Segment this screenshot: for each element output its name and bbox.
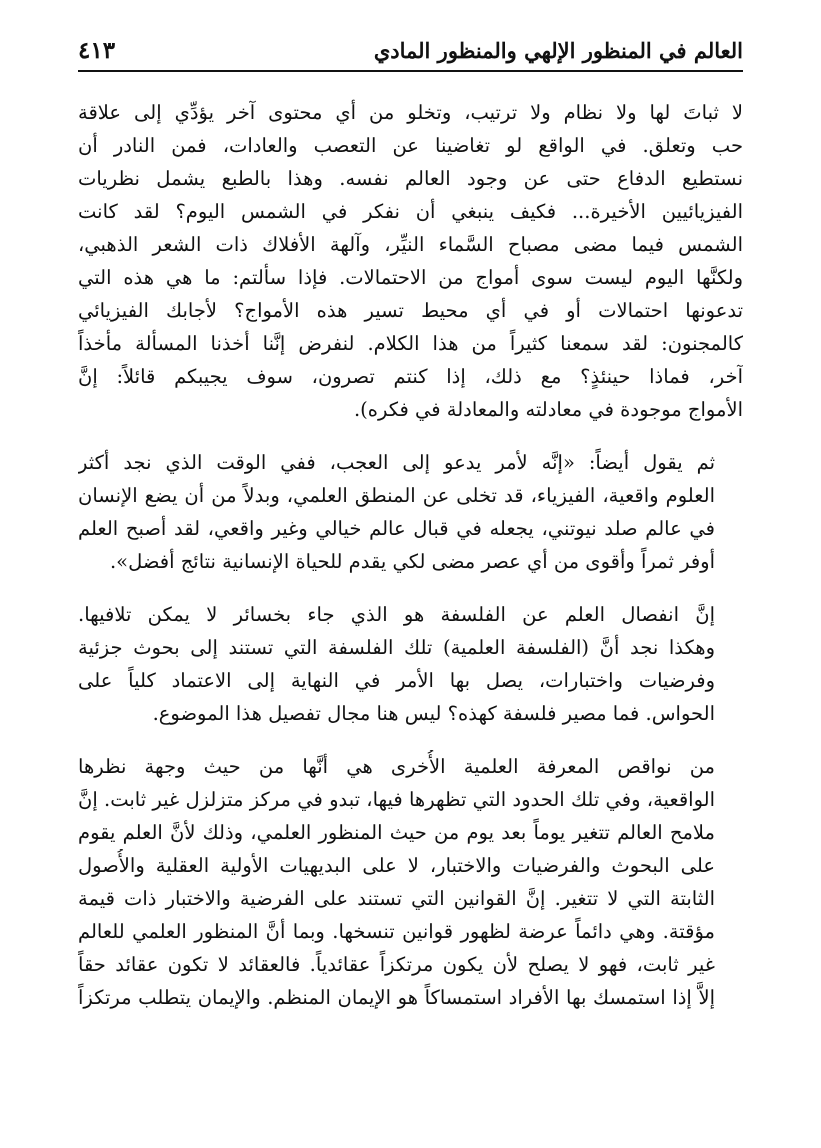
paragraph-4: [78, 750, 743, 1014]
text-line: حب وتعلق. في الواقع لو تغاضينا عن التعصب والعادات، فمن النادر أن: [78, 134, 743, 157]
text-line: كالمجنون: لقد سمعنا كثيراً من هذا الكلام. لنفرض إنَّنا أخذنا المسألة مأخذاً: [78, 332, 743, 355]
text-line: على البحوث والفرضيات والاختبار، لا على البديهيات الأولية العقلية والأُصول: [78, 854, 715, 877]
text-line: العلوم واقعية، الفيزياء، قد تخلى عن المنطق العلمي، وبدلاً من أن يضع الإنسان: [78, 484, 715, 507]
text-line: آخر، فماذا حينئذٍ؟ مع ذلك، إذا كنتم تصرون، سوف يجيبكم قائلاً: إنَّ: [78, 365, 743, 388]
running-header: [78, 30, 743, 72]
text-line: لا ثباتَ لها ولا نظام ولا ترتيب، وتخلو من أي محتوى آخر يؤدِّي إلى علاقة: [78, 101, 743, 124]
text-line: ولكنَّها اليوم ليست سوى أمواج من الاحتمالات. فإذا سألتم: ما هي هذه التي: [78, 266, 743, 289]
text-line: الشمس فيما مضى مصباح السَّماء النيِّر، وآلهة الأفلاك ذات الشعر الذهبي،: [78, 233, 743, 256]
text-line: الحواس. فما مصير فلسفة كهذه؟ ليس هنا مجال تفصيل هذا الموضوع.: [152, 702, 715, 725]
paragraph-2: [78, 446, 743, 578]
text-line: أوفر ثمراً وأقوى من أي عصر مضى لكي يقدم للحياة الإنسانية نتائج أفضل».: [109, 550, 715, 573]
text-line: الثابتة التي لا تتغير. إنَّ القوانين التي تستند على الفرضية والاختبار ذات قيمة: [78, 887, 715, 910]
text-line: مؤقتة. وهي دائماً عرضة لظهور قوانين تنسخها. وبما أنَّ المنظور العلمي للعالم: [78, 920, 715, 943]
page-number: ٤١٣: [78, 36, 116, 64]
text-line: من نواقص المعرفة العلمية الأُخرى هي أنَّها من حيث وجهة نظرها: [78, 755, 715, 778]
text-line: الواقعية، وفي تلك الحدود التي تظهرها فيها، تبدو في مركز متزلزل غير ثابت. إنَّ: [78, 788, 715, 811]
text-line: الفيزيائيين الأخيرة... فكيف ينبغي أن نفكر في الشمس اليوم؟ لقد كانت: [78, 200, 743, 223]
text-line: تدعونها احتمالات أو في أي محيط تسير هذه الأمواج؟ لأجابك الفيزيائي: [78, 299, 743, 322]
text-line: الأمواج موجودة في معادلته والمعادلة في فكره).: [353, 398, 743, 421]
text-line: غير ثابت، فهو لا يصلح لأن يكون مرتكزاً عقائدياً. فالعقائد لا تكون عقائد حقاً: [78, 953, 715, 976]
text-line: ثم يقول أيضاً: «إنَّه لأمر يدعو إلى العجب، ففي الوقت الذي نجد أكثر: [78, 451, 715, 474]
text-line: نستطيع الدفاع حتى عن وجود العالم نفسه. وهذا بالطبع يشمل نظريات: [78, 167, 743, 190]
text-line: وهكذا نجد أنَّ (الفلسفة العلمية) تلك الفلسفة التي تستند إلى بحوث جزئية: [78, 636, 715, 659]
text-line: في عالم صلد نيوتني، يجعله في قبال عالم خيالي وغير واقعي، لقد أصبح العلم: [78, 517, 715, 540]
text-line: ملامح العالم تتغير يوماً بعد يوم من حيث المنظور العلمي، وذلك لأنَّ العلم يقوم: [78, 821, 715, 844]
text-line: وفرضيات واختبارات، يصل بها الأمر في النهاية إلى الاعتماد كلياً على: [78, 669, 715, 692]
paragraph-1: [78, 96, 743, 426]
text-line: إلاَّ إذا استمسك بها الأفراد استمساكاً هو الإيمان المنظم. والإيمان يتطلب مرتكزاً: [78, 986, 715, 1009]
running-title: العالم في المنظور الإلهي والمنظور المادي: [373, 37, 743, 63]
body-text: [78, 96, 743, 1014]
text-line: إنَّ انفصال العلم عن الفلسفة هو الذي جاء بخسائر لا يمكن تلافيها.: [78, 603, 715, 626]
paragraph-3: [78, 598, 743, 730]
